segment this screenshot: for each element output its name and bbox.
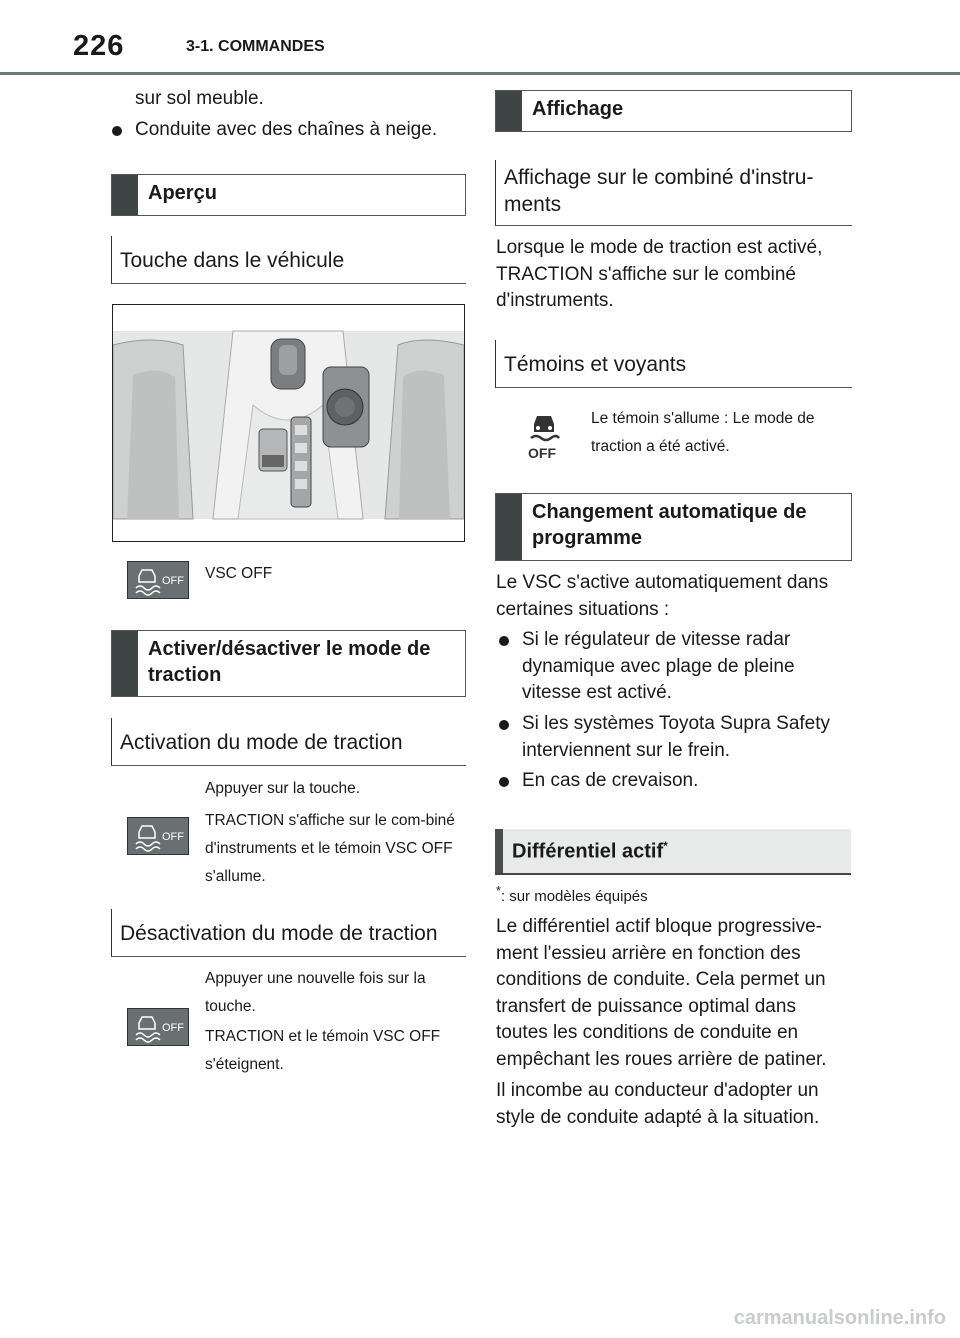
asterisk: * [663,839,668,853]
subsection-temoins [495,340,852,388]
section-title: Activer/désactiver le mode de traction [148,638,431,686]
footnote [496,884,648,905]
changement-paragraph: Le VSC s'active automatiquement dans certaines situations : [496,572,829,620]
list-item: Si le régulateur de vitesse radar dynamique avec plage de pleine vitesse est activé. [522,627,850,707]
off-text: OFF [162,575,184,587]
activation-step: Appuyer sur la touche. [205,780,361,797]
section-bar [496,494,522,560]
off-text: OFF [162,831,184,843]
subsection-title: Désactivation du mode de traction [120,922,438,945]
subsection-affichage [495,160,852,226]
subsection-title: Affichage sur le combiné d'instru-ments [504,166,814,216]
section-changement [495,493,852,561]
desactivation-result: TRACTION et le témoin VSC OFF s'éteignent. [205,1028,441,1073]
subsection-touche [111,236,466,284]
footnote-text: : sur modèles équipés [500,888,648,905]
vsc-off-button-icon [127,561,189,599]
section-bar [495,829,503,873]
intro-bullet: Conduite avec des chaînes à neige. [135,117,437,144]
subsection-title: Touche dans le véhicule [120,249,345,272]
vehicle-console-illustration [112,304,465,542]
desactivation-step: Appuyer une nouvelle fois sur la touche. [205,970,426,1015]
section-differentiel [495,829,851,875]
header-divider [0,72,960,75]
subsection-desactivation [111,909,466,957]
temoin-text: Le témoin s'allume : Le mode de traction a été activé. [591,410,815,455]
section-bar [496,91,522,131]
traction-off-indicator-icon [527,410,561,460]
section-affichage [495,90,852,132]
differentiel-paragraph-2: Il incombe au conducteur d'adopter un style de conduite adapté à la situation. [496,1080,820,1128]
list-item: En cas de crevaison. [522,768,850,795]
console-image [113,305,464,541]
page-number: 226 [73,30,125,62]
watermark: carmanualsonline.info [733,1307,946,1329]
subsection-title: Témoins et voyants [504,353,687,376]
chapter-title: 3-1. COMMANDES [186,38,325,55]
vsc-off-label: VSC OFF [205,565,273,582]
section-title: Aperçu [148,182,217,204]
off-text: OFF [162,1022,184,1034]
affichage-paragraph: Lorsque le mode de traction est activé, TRACTION s'affiche sur le combiné d'instruments. [496,237,823,311]
intro-text: sur sol meuble. [135,88,264,109]
vsc-off-button-icon [127,1008,189,1046]
section-activer [111,630,466,697]
section-title: Changement automatique de programme [532,501,807,549]
subsection-activation [111,718,466,766]
vsc-off-button-icon [127,817,189,855]
indicator-off-text: OFF [528,445,556,460]
section-apercu [111,174,466,216]
section-title [512,839,668,864]
section-bar [112,631,138,696]
activation-result: TRACTION s'affiche sur le com-biné d'instruments et le témoin VSC OFF s'allume. [205,812,455,885]
subsection-title: Activation du mode de traction [120,731,403,754]
differentiel-paragraph: Le différentiel actif bloque progressive-ment l'essieu arrière en fonction des conditions de conduite. Cela permet un transfert de puissance optimal dans toutes les conditions de conduite en empêchant les roues arrière de patiner. [496,916,827,1070]
list-item: Si les systèmes Toyota Supra Safety interviennent sur le frein. [522,711,850,764]
section-bar [112,175,138,215]
footnote-mark: * [496,884,501,898]
section-title-text: Différentiel actif [512,840,664,863]
section-title: Affichage [532,98,624,120]
